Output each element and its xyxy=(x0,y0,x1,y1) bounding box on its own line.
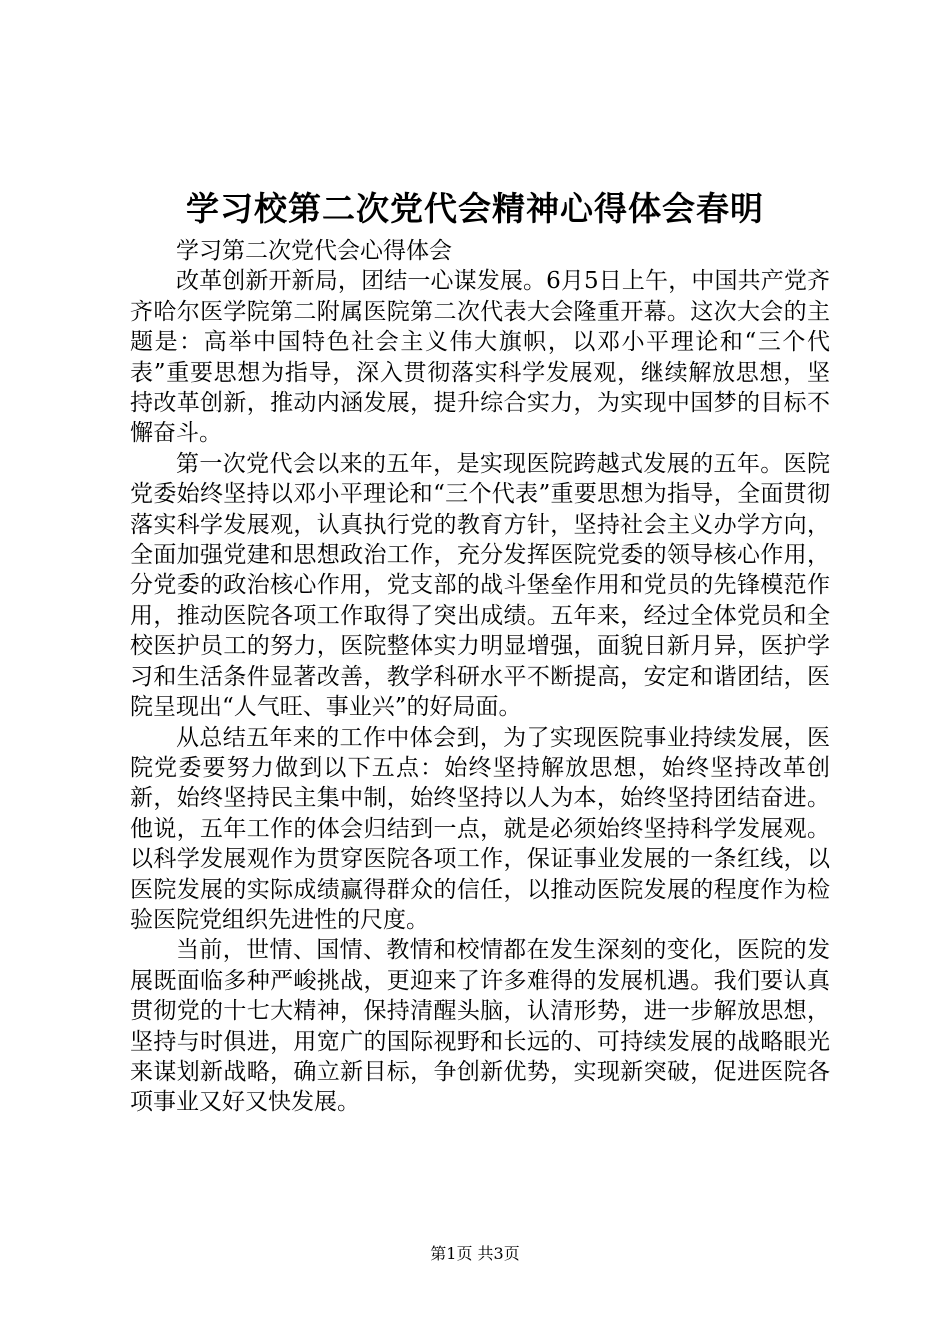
document-title: 学习校第二次党代会精神心得体会春明 xyxy=(186,189,764,228)
page-number-footer: 第1页 共3页 xyxy=(430,1244,520,1263)
paragraph: 当前，世情、国情、教情和校情都在发生深刻的变化，医院的发展既面临多种严峻挑战，更迎来了许多难得的发展机遇。我们要认真贯彻党的十七大精神，保持清醒头脑，认清形势，进一步解放思想，坚持与时俱进，用宽广的国际视野和长远的、可持续发展的战略眼光来谋划新战略，确立新目标，争创新优势，实现新突破，促进医院各项事业又好又快发展。 xyxy=(130,937,830,1116)
document-subtitle: 学习第二次党代会心得体会 xyxy=(176,238,452,264)
paragraph: 改革创新开新局，团结一心谋发展。6月5日上午，中国共产党齐齐哈尔医学院第二附属医院第二次代表大会隆重开幕。这次大会的主题是：高举中国特色社会主义伟大旗帜，以邓小平理论和“三个代表”重要思想为指导，深入贯彻落实科学发展观，继续解放思想，坚持改革创新，推动内涵发展，提升综合实力，为实现中国梦的目标不懈奋斗。 xyxy=(130,268,830,447)
paragraph: 第一次党代会以来的五年，是实现医院跨越式发展的五年。医院党委始终坚持以邓小平理论和“三个代表”重要思想为指导，全面贯彻落实科学发展观，认真执行党的教育方针，坚持社会主义办学方向，全面加强党建和思想政治工作，充分发挥医院党委的领导核心作用，分党委的政治核心作用，党支部的战斗堡垒作用和党员的先锋模范作用，推动医院各项工作取得了突出成绩。五年来，经过全体党员和全校医护员工的努力，医院整体实力明显增强，面貌日新月异，医护学习和生活条件显著改善，教学科研水平不断提高，安定和谐团结，医院呈现出“人气旺、事业兴”的好局面。 xyxy=(130,450,830,721)
paragraph: 从总结五年来的工作中体会到，为了实现医院事业持续发展，医院党委要努力做到以下五点：始终坚持解放思想，始终坚持改革创新，始终坚持民主集中制，始终坚持以人为本，始终坚持团结奋进。他说，五年工作的体会归结到一点，就是必须始终坚持科学发展观。以科学发展观作为贯穿医院各项工作，保证事业发展的一条红线，以医院发展的实际成绩赢得群众的信任，以推动医院发展的程度作为检验医院党组织先进性的尺度。 xyxy=(130,724,830,933)
document-body xyxy=(130,236,830,1118)
